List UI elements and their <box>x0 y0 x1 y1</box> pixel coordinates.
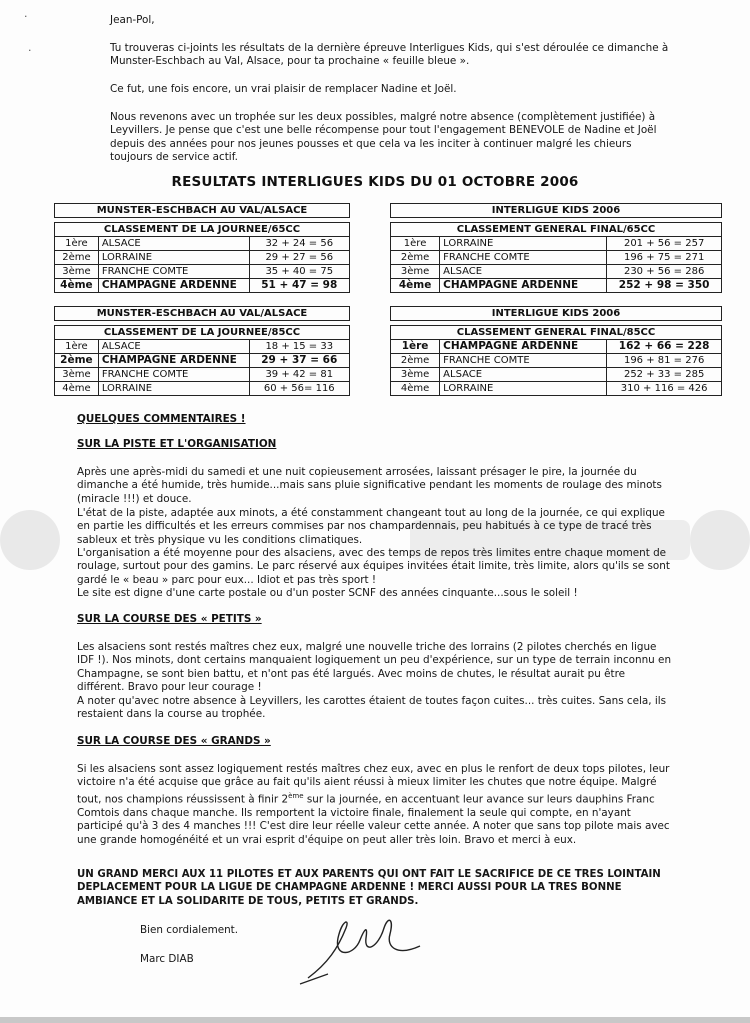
small-race-paragraph-1: Les alsaciens sont restés maîtres chez eux, malgré une nouvelle triche des lorrains (2 pilotes cherchés en ligue IDF !). Nos minots, dont certains manquaient logiquement un peu d'expérience, sur un type de terrain inconnu en Champagne, se sont bien battu, et n'ont pas été largués. Avec moins de chutes, le résultat aurait pu être différent. Bravo pour leur courage ! <box>77 641 672 694</box>
results-title: RESULTATS INTERLIGUES KIDS DU 01 OCTOBRE 2006 <box>171 174 579 190</box>
team-cell: FRANCHE COMTE <box>98 265 249 279</box>
score-cell: 252 + 98 = 350 <box>607 279 722 293</box>
team-cell: LORRAINE <box>98 251 249 265</box>
big-race-text-a: Si les alsaciens sont assez logiquement restés maîtres chez eux, avec en plus le renfort de deux tops pilotes, leur victoire n'a été acquise que grâce au fait qu'ils aient réussi à mieux limiter les chutes que notre équipe. Malgré tout, nos champions réussissent à finir 2 <box>77 763 670 806</box>
score-cell: 162 + 66 = 228 <box>607 340 722 354</box>
team-cell: ALSACE <box>440 368 607 382</box>
score-cell: 196 + 75 = 271 <box>607 251 722 265</box>
small-race-paragraph-2: A noter qu'avec notre absence à Leyvillers, les carottes étaient de toutes façon cuites... très cuites. Sans cela, ils restaient dans la course au trophée. <box>77 695 667 721</box>
score-cell: 35 + 40 = 75 <box>249 265 349 279</box>
rank-cell: 4ème <box>391 382 440 396</box>
trophy-paragraph: Nous revenons avec un trophée sur les deux possibles, malgré notre absence (complètement justifiée) à Leyvillers. Je pense que c'est une belle récompense pour tout l'engagement BENEVOLE de Nadine et Joël depuis des années pour nos jeunes pousses et que cela va les inciter à continuer malgré les chieurs toujours de service actif. <box>110 111 657 164</box>
score-cell: 29 + 27 = 56 <box>249 251 349 265</box>
score-cell: 51 + 47 = 98 <box>249 279 349 293</box>
score-cell: 18 + 15 = 33 <box>249 340 349 354</box>
results-table-day-85cc <box>54 306 350 396</box>
track-paragraph-4: Le site est digne d'une carte postale ou d'un poster SCNF des années cinquante...sous le soleil ! <box>77 587 578 599</box>
rank-cell: 1ère <box>55 340 99 354</box>
section-small-race-title: SUR LA COURSE DES « PETITS » <box>77 613 262 625</box>
team-cell: LORRAINE <box>440 382 607 396</box>
table-subtitle: CLASSEMENT GENERAL FINAL/65CC <box>391 223 722 237</box>
rank-cell: 3ème <box>391 265 440 279</box>
table-venue: MUNSTER-ESCHBACH AU VAL/ALSACE <box>55 307 350 321</box>
team-cell: CHAMPAGNE ARDENNE <box>98 279 249 293</box>
scan-mark-icon: · <box>28 44 32 57</box>
rank-cell: 4ème <box>55 279 99 293</box>
scan-mark-icon: · <box>24 10 28 23</box>
table-subtitle: CLASSEMENT GENERAL FINAL/85CC <box>391 326 722 340</box>
score-cell: 201 + 56 = 257 <box>607 237 722 251</box>
superscript: ème <box>288 791 304 800</box>
rank-cell: 2ème <box>55 251 99 265</box>
team-cell: ALSACE <box>98 340 249 354</box>
rank-cell: 1ère <box>391 237 440 251</box>
results-table-final-85cc <box>390 306 722 396</box>
table-row <box>55 265 350 279</box>
thanks-paragraph: Ce fut, une fois encore, un vrai plaisir de remplacer Nadine et Joël. <box>110 83 457 95</box>
rank-cell: 2ème <box>391 251 440 265</box>
table-row <box>391 279 722 293</box>
signer-name: Marc DIAB <box>140 953 194 965</box>
team-cell: LORRAINE <box>440 237 607 251</box>
handwritten-signature-icon <box>298 908 428 988</box>
team-cell: FRANCHE COMTE <box>98 368 249 382</box>
score-cell: 29 + 37 = 66 <box>249 354 349 368</box>
rank-cell: 3ème <box>55 368 99 382</box>
team-cell: FRANCHE COMTE <box>440 354 607 368</box>
table-subtitle: CLASSEMENT DE LA JOURNEE/85CC <box>55 326 350 340</box>
table-row <box>391 382 722 396</box>
table-row <box>55 368 350 382</box>
section-track-title: SUR LA PISTE ET L'ORGANISATION <box>77 438 277 450</box>
results-table-final-65cc <box>390 203 722 293</box>
score-cell: 230 + 56 = 286 <box>607 265 722 279</box>
rank-cell: 3ème <box>55 265 99 279</box>
rank-cell: 1ère <box>391 340 440 354</box>
results-table-day-65cc <box>54 203 350 293</box>
table-row <box>55 251 350 265</box>
rank-cell: 2ème <box>391 354 440 368</box>
table-row <box>55 237 350 251</box>
table-venue: INTERLIGUE KIDS 2006 <box>391 204 722 218</box>
table-row <box>391 368 722 382</box>
team-cell: FRANCHE COMTE <box>440 251 607 265</box>
score-cell: 252 + 33 = 285 <box>607 368 722 382</box>
score-cell: 32 + 24 = 56 <box>249 237 349 251</box>
track-paragraph-3: L'organisation a été moyenne pour des alsaciens, avec des temps de repos très limites entre chaque moment de roulage, surtout pour des gamins. Le parc réservé aux équipes invitées était limite, très limite, alors qu'ils se sont gardé le « beau » parc pour eux... Idiot et pas très sport ! <box>77 547 670 586</box>
team-cell: CHAMPAGNE ARDENNE <box>98 354 249 368</box>
team-cell: CHAMPAGNE ARDENNE <box>440 340 607 354</box>
big-race-text-b: sur la journée, en accentuant leur avance sur leurs dauphins Franc Comtois dans chaque manche. Ils remportent la victoire finale, finalement la seule qui compte, en n'ayant participé qu'à 3 des 4 manches !!! C'est dire leur réelle valeur cette année. A noter que sans top pilote mais avec une grande homogénéité et un vrai esprit d'équipe on peut aller très loin. Bravo et merci à eux. <box>77 793 670 846</box>
table-venue: MUNSTER-ESCHBACH AU VAL/ALSACE <box>55 204 350 218</box>
rank-cell: 2ème <box>55 354 99 368</box>
team-cell: ALSACE <box>440 265 607 279</box>
score-cell: 310 + 116 = 426 <box>607 382 722 396</box>
table-subtitle: CLASSEMENT DE LA JOURNEE/65CC <box>55 223 350 237</box>
rank-cell: 1ère <box>55 237 99 251</box>
regards: Bien cordialement. <box>140 924 239 936</box>
big-race-paragraph <box>77 763 673 847</box>
table-row <box>391 251 722 265</box>
table-row <box>55 279 350 293</box>
table-row <box>55 354 350 368</box>
intro-paragraph: Tu trouveras ci-joints les résultats de la dernière épreuve Interligues Kids, qui s'est déroulée ce dimanche à Munster-Eschbach au Val, Alsace, pour ta prochaine « feuille bleue ». <box>110 42 669 68</box>
rank-cell: 4ème <box>55 382 99 396</box>
track-paragraph-2: L'état de la piste, adaptée aux minots, a été constamment changeant tout au long de la journée, ce qui explique en partie les difficultés et les erreurs commises par nos champardennais, peu habitués à ce type de tracé très sableux et très physique vu les conditions climatiques. <box>77 507 665 546</box>
greeting: Jean-Pol, <box>110 14 155 26</box>
track-paragraph-1: Après une après-midi du samedi et une nuit copieusement arrosées, laissant présager le pire, la journée du dimanche a été humide, très humide...mais sans pluie significative pendant les moments de roulage des minots (miracle !!!) et douce. <box>77 466 662 505</box>
team-cell: LORRAINE <box>98 382 249 396</box>
table-row <box>55 340 350 354</box>
table-row <box>391 237 722 251</box>
table-venue: INTERLIGUE KIDS 2006 <box>391 307 722 321</box>
comments-heading: QUELQUES COMMENTAIRES ! <box>77 413 246 425</box>
score-cell: 196 + 81 = 276 <box>607 354 722 368</box>
rank-cell: 3ème <box>391 368 440 382</box>
page-bottom-edge <box>0 1017 750 1023</box>
table-row <box>55 382 350 396</box>
team-cell: ALSACE <box>98 237 249 251</box>
table-row <box>391 265 722 279</box>
section-big-race-title: SUR LA COURSE DES « GRANDS » <box>77 735 271 747</box>
closing-thanks: UN GRAND MERCI AUX 11 PILOTES ET AUX PARENTS QUI ONT FAIT LE SACRIFICE DE CE TRES LOINTAIN DEPLACEMENT POUR LA LIGUE DE CHAMPAGNE ARDENNE ! MERCI AUSSI POUR LA TRES BONNE AMBIANCE ET LA SOLIDARITE DE TOUS, PETITS ET GRANDS. <box>77 869 661 907</box>
score-cell: 39 + 42 = 81 <box>249 368 349 382</box>
table-row <box>391 354 722 368</box>
table-row <box>391 340 722 354</box>
rank-cell: 4ème <box>391 279 440 293</box>
score-cell: 60 + 56= 116 <box>249 382 349 396</box>
team-cell: CHAMPAGNE ARDENNE <box>440 279 607 293</box>
